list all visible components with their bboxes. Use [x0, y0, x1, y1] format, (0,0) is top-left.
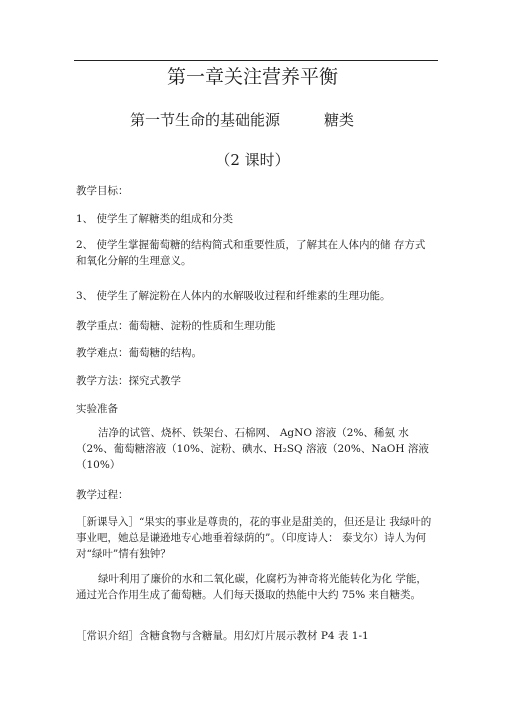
prep-heading: 实验准备 [76, 403, 118, 415]
chapter-title: 第一章关注营养平衡 [166, 66, 338, 88]
header-rule [74, 60, 438, 61]
leaf-paragraph: 绿叶利用了廉价的水和二氧化碳，化腐朽为神奇将光能转化为化 学能，通过光合作用生成了葡萄糖。人们每天摄取的热能中大约 75% 来自糖类。 [76, 573, 427, 601]
intro-paragraph: ［新课导入］“果实的事业是尊贵的，花的事业是甜美的，但还是让 我绿叶的事业吧，她总是谦逊地专心地垂着绿荫的”。（印度诗人： 泰戈尔）诗人为何对“绿叶”情有独钟？ [76, 516, 432, 560]
prep-text: 洁净的试管、烧杯、铁架台、石棉网、 AgNO 溶液（2%、稀氨 水（2%、葡萄糖溶液（10%、淀粉、碘水、H₂SQ 溶液（20%、NaOH 溶液（10%） [76, 427, 429, 471]
goal-1: 1、 使学生了解糖类的组成和分类 [76, 213, 234, 225]
common-sense-paragraph: ［常识介绍］含糖食物与含糖量。用幻灯片展示教材 P4 表 1-1 [76, 630, 369, 642]
lesson-hours: （2 课时） [215, 151, 290, 169]
difficulty: 教学难点：葡萄糖的结构。 [76, 347, 202, 359]
process-heading: 教学过程： [76, 489, 129, 501]
section-title-main: 第一节生命的基础能源 [130, 111, 281, 129]
teaching-method: 教学方法：探究式教学 [76, 375, 181, 387]
goal-2: 2、 使学生掌握葡萄糖的结构简式和重要性质，了解其在人体内的储 存方式和氧化分解的生理意义。 [76, 239, 426, 267]
key-points: 教学重点：葡萄糖、淀粉的性质和生理功能 [76, 320, 276, 332]
section-title [130, 110, 430, 130]
section-title-topic: 糖类 [324, 111, 355, 129]
goals-heading: 教学目标： [76, 185, 129, 197]
goal-3: 3、 使学生了解淀粉在人体内的水解吸收过程和纤维素的生理功能。 [76, 290, 391, 302]
